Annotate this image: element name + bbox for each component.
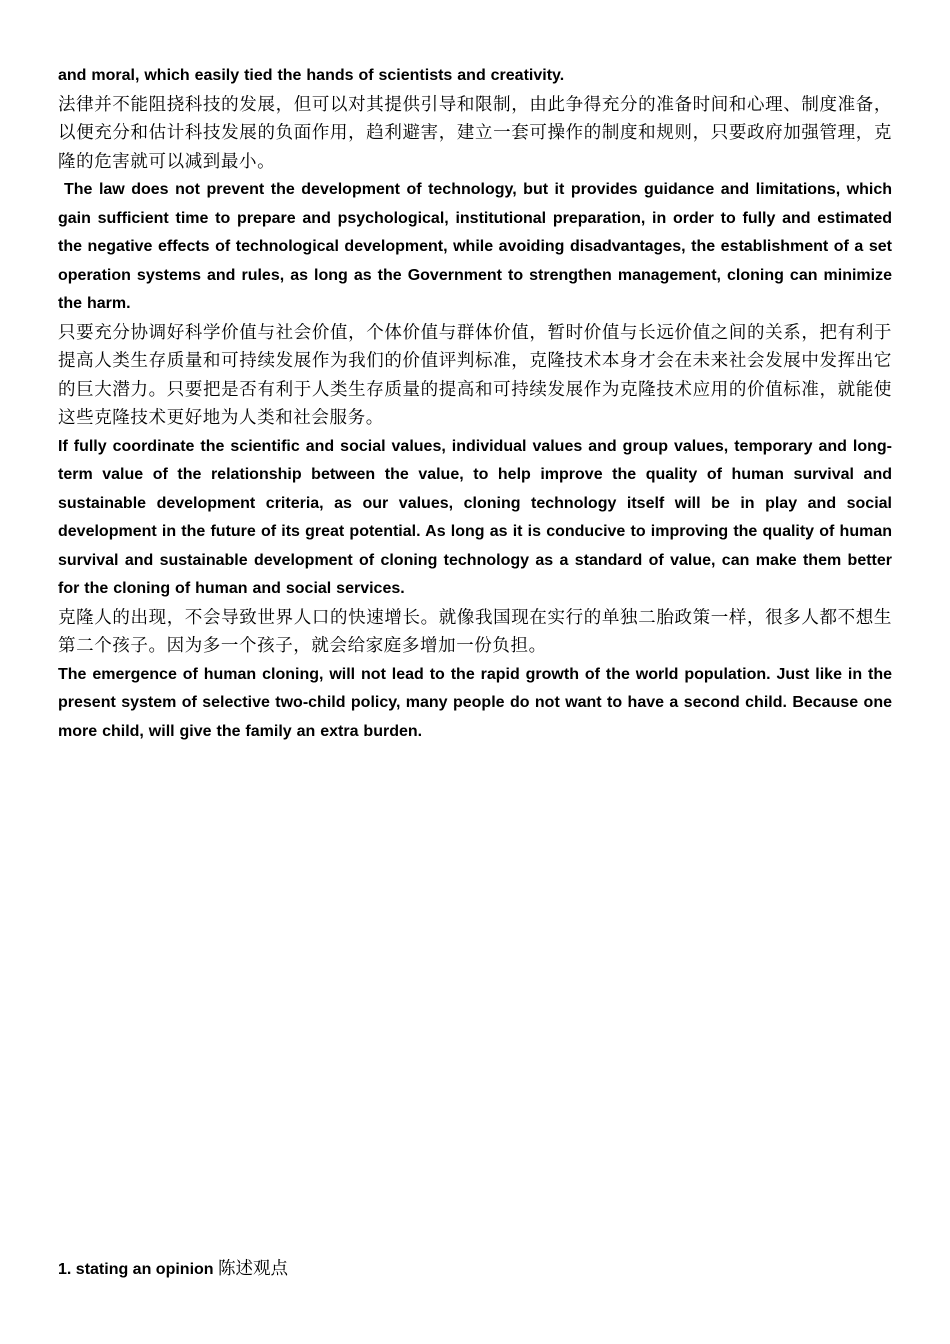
section-heading-zh: 陈述观点 xyxy=(218,1259,289,1279)
paragraph-en-4: The emergence of human cloning, will not lead to the rapid growth of the world population. Just like in the present system of selective two-child policy, many people do not want to have a second child. Because one more child, will give the family an extra burden. xyxy=(58,665,892,740)
section-heading-en: 1. stating an opinion xyxy=(58,1261,214,1278)
paragraph-en-2: The law does not prevent the development of technology, but it provides guidance and limitations, which gain sufficient time to prepare and psychological, institutional preparation, in order to fully and estimated the negative effects of technological development, while avoiding disadvantages, the establishment of a set operation systems and rules, as long as the Government to strengthen management, cloning can minimize the harm. xyxy=(58,181,892,312)
section-heading xyxy=(58,1255,288,1284)
paragraph-zh-3: 克隆人的出现，不会导致世界人口的快速增长。就像我国现在实行的单独二胎政策一样，很多人都不想生第二个孩子。因为多一个孩子，就会给家庭多增加一份负担。 xyxy=(58,607,892,656)
paragraph-en-1: and moral, which easily tied the hands of scientists and creativity. xyxy=(58,67,565,84)
paragraph-en-3: If fully coordinate the scientific and social values, individual values and group values, temporary and long-term value of the relationship between the value, to help improve the quality of human survival and sustainable development criteria, as our values, cloning technology itself will be in play and social development in the future of its great potential. As long as it is conducive to improving the quality of human survival and sustainable development of cloning technology as a standard of value, can make them better for the cloning of human and social services. xyxy=(58,437,892,597)
paragraph-zh-2: 只要充分协调好科学价值与社会价值，个体价值与群体价值，暂时价值与长远价值之间的关系，把有利于提高人类生存质量和可持续发展作为我们的价值评判标准，克隆技术本身才会在未来社会发展中发挥出它的巨大潜力。只要把是否有利于人类生存质量的提高和可持续发展作为克隆技术应用的价值标准，就能使这些克隆技术更好地为人类和社会服务。 xyxy=(58,322,892,428)
document-body xyxy=(58,62,892,746)
paragraph-zh-1: 法律并不能阻挠科技的发展，但可以对其提供引导和限制，由此争得充分的准备时间和心理、制度准备，以便充分和估计科技发展的负面作用，趋利避害，建立一套可操作的制度和规则，只要政府加强管理，克隆的危害就可以减到最小。 xyxy=(58,94,892,172)
